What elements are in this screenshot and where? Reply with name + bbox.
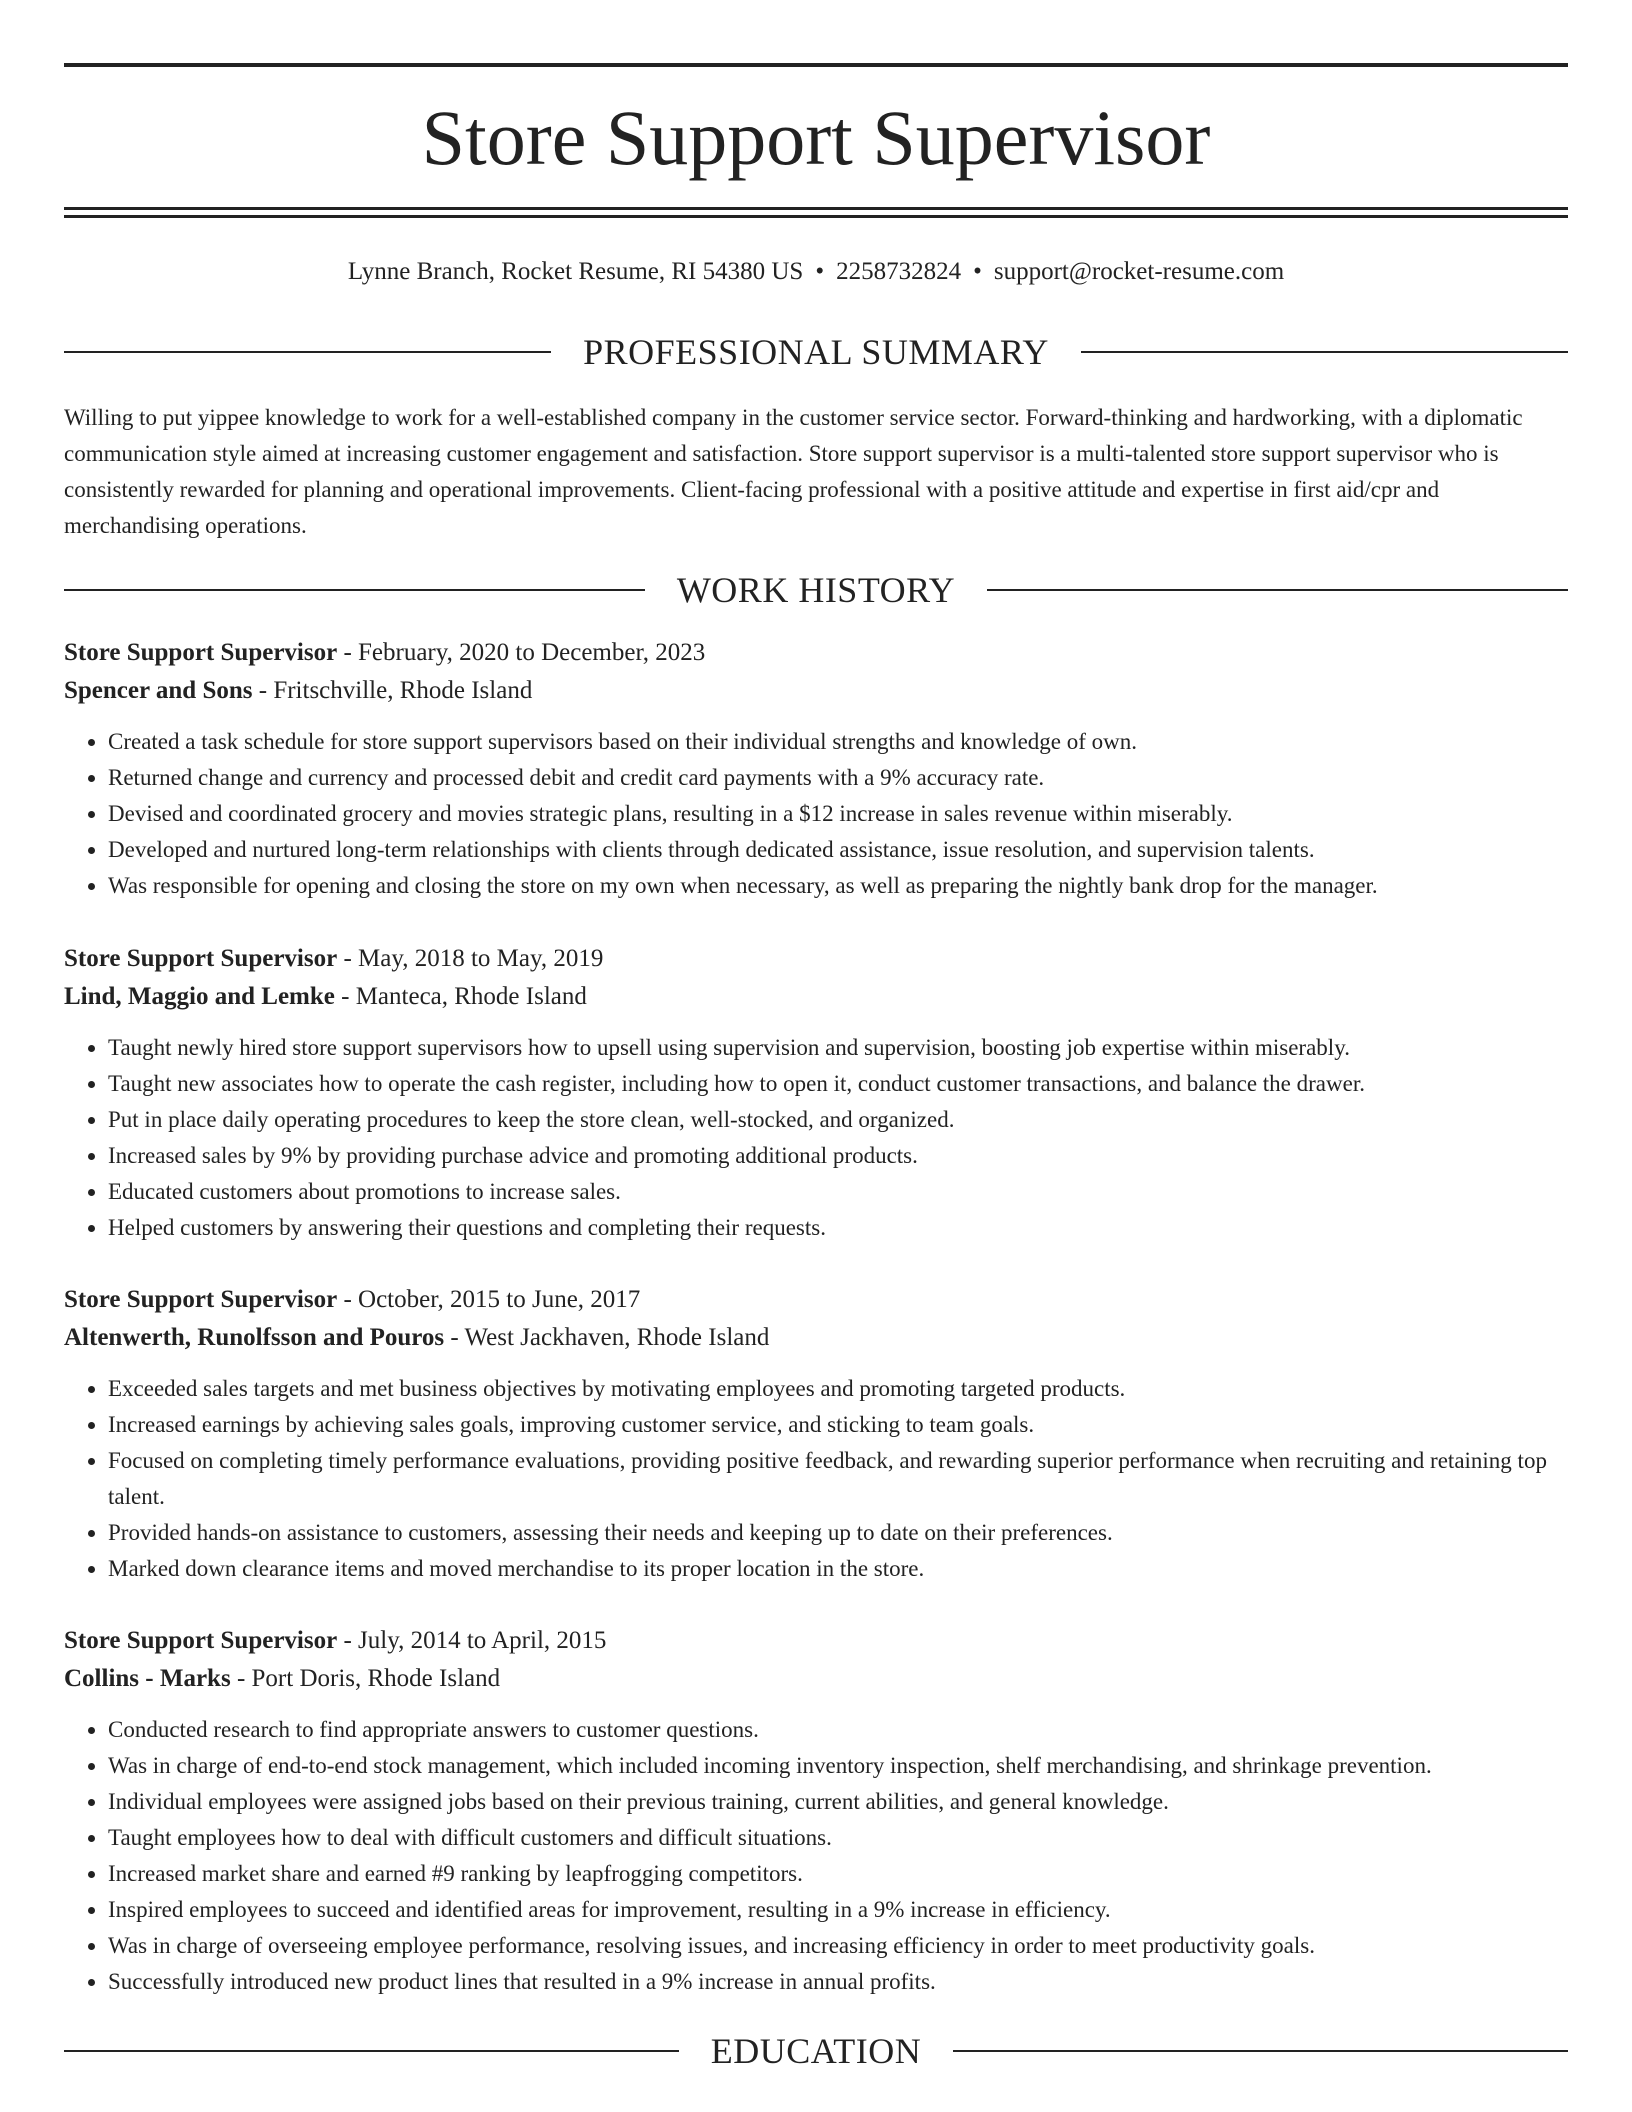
job-bullet: • Focused on completing timely performance evaluations, providing positive feedback, and rewarding superior performance when recruiting and retaining top talent. xyxy=(108,1443,1568,1515)
job-bullet: • Devised and coordinated grocery and movies strategic plans, resulting in a $12 increase in sales revenue within miserably. xyxy=(108,796,1568,832)
section-heading-summary xyxy=(64,330,1568,374)
job-bullet: • Inspired employees to succeed and identified areas for improvement, resulting in a 9% increase in efficiency. xyxy=(108,1892,1568,1928)
job-company-line xyxy=(64,978,1568,1016)
job-bullet: • Was responsible for opening and closing the store on my own when necessary, as well as preparing the nightly bank drop for the manager. xyxy=(108,868,1568,904)
job-bullet: • Was in charge of overseeing employee performance, resolving issues, and increasing efficiency in order to meet productivity goals. xyxy=(108,1928,1568,1964)
job-bullet: • Exceeded sales targets and met business objectives by motivating employees and promoting targeted products. xyxy=(108,1371,1568,1407)
job-bullet: • Marked down clearance items and moved merchandise to its proper location in the store. xyxy=(108,1551,1568,1587)
summary-text: Willing to put yippee knowledge to work for a well-established company in the customer service sector. Forward-thinking and hardworking, with a diplomatic communication style aimed at increasing customer engagement and satisfaction. Store support supervisor is a multi-talented store support supervisor who is consistently rewarded for planning and operational improvements. Client-facing professional with a positive attitude and expertise in first aid/cpr and merchandising operations. xyxy=(64,405,1523,538)
contact-line xyxy=(64,254,1568,290)
job-company-line xyxy=(64,672,1568,710)
job-title-line xyxy=(64,1622,1568,1660)
job-title-line xyxy=(64,634,1568,672)
section-heading-education xyxy=(64,2029,1568,2073)
section-heading-label: EDUCATION xyxy=(710,2031,922,2071)
job-dates: - May, 2018 to May, 2019 xyxy=(337,945,604,972)
page-title: Store Support Supervisor xyxy=(421,94,1211,181)
job-bullet: • Put in place daily operating procedures to keep the store clean, well-stocked, and organized. xyxy=(108,1102,1568,1138)
section-heading-label: PROFESSIONAL SUMMARY xyxy=(583,332,1049,372)
job-entry xyxy=(64,1622,1568,2000)
job-entry xyxy=(64,634,1568,904)
job-bullet-list xyxy=(64,724,1568,904)
job-title: Store Support Supervisor xyxy=(64,639,338,666)
job-location: - West Jackhaven, Rhode Island xyxy=(444,1324,770,1351)
job-bullet-list xyxy=(64,1030,1568,1246)
title-rule-lower xyxy=(64,215,1568,218)
job-bullet: • Returned change and currency and processed debit and credit card payments with a 9% accuracy rate. xyxy=(108,760,1568,796)
job-company: Collins - Marks xyxy=(64,1665,231,1692)
job-bullet-list xyxy=(64,1371,1568,1587)
job-bullet: • Helped customers by answering their questions and completing their requests. xyxy=(108,1210,1568,1246)
heading-rule-left xyxy=(64,351,551,353)
job-company-line xyxy=(64,1319,1568,1357)
job-title: Store Support Supervisor xyxy=(64,1286,338,1313)
top-rule xyxy=(64,63,1568,67)
heading-rule-left xyxy=(64,2050,679,2052)
contact-phone: 2258732824 xyxy=(836,258,962,285)
job-bullet: • Individual employees were assigned jobs based on their previous training, current abilities, and general knowledge. xyxy=(108,1784,1568,1820)
contact-separator: • xyxy=(973,258,982,285)
job-bullet: • Taught employees how to deal with difficult customers and difficult situations. xyxy=(108,1820,1568,1856)
heading-rule-right xyxy=(953,2050,1568,2052)
job-title: Store Support Supervisor xyxy=(64,1627,338,1654)
job-bullet: • Educated customers about promotions to increase sales. xyxy=(108,1174,1568,1210)
contact-address: Lynne Branch, Rocket Resume, RI 54380 US xyxy=(347,258,804,285)
contact-email[interactable]: support@rocket-resume.com xyxy=(993,258,1285,285)
heading-rule-left xyxy=(64,589,645,591)
job-bullet: • Provided hands-on assistance to customers, assessing their needs and keeping up to date on their preferences. xyxy=(108,1515,1568,1551)
job-location: - Manteca, Rhode Island xyxy=(334,983,587,1010)
job-bullet: • Taught newly hired store support supervisors how to upsell using supervision and supervision, boosting job expertise within miserably. xyxy=(108,1030,1568,1066)
job-bullet: • Increased market share and earned #9 ranking by leapfrogging competitors. xyxy=(108,1856,1568,1892)
job-location: - Fritschville, Rhode Island xyxy=(252,677,533,704)
heading-rule-right xyxy=(1081,351,1568,353)
title-rule-upper xyxy=(64,207,1568,210)
job-bullet-list xyxy=(64,1712,1568,2000)
job-dates: - July, 2014 to April, 2015 xyxy=(337,1627,607,1654)
job-entry xyxy=(64,1281,1568,1587)
job-entry xyxy=(64,940,1568,1246)
contact-separator: • xyxy=(815,258,825,285)
job-bullet: • Successfully introduced new product lines that resulted in a 9% increase in annual profits. xyxy=(108,1964,1568,2000)
section-heading-work-history xyxy=(64,568,1568,612)
heading-rule-right xyxy=(987,589,1568,591)
job-dates: - October, 2015 to June, 2017 xyxy=(337,1286,641,1313)
job-company: Spencer and Sons xyxy=(64,677,253,704)
job-company-line xyxy=(64,1660,1568,1698)
section-heading-label: WORK HISTORY xyxy=(676,570,956,610)
job-title-line xyxy=(64,1281,1568,1319)
job-company: Lind, Maggio and Lemke xyxy=(64,983,335,1010)
job-dates: - February, 2020 to December, 2023 xyxy=(337,639,706,666)
job-bullet: • Taught new associates how to operate the cash register, including how to open it, conduct customer transactions, and balance the drawer. xyxy=(108,1066,1568,1102)
job-bullet: • Created a task schedule for store support supervisors based on their individual strengths and knowledge of own. xyxy=(108,724,1568,760)
job-bullet: • Increased earnings by achieving sales goals, improving customer service, and sticking to team goals. xyxy=(108,1407,1568,1443)
job-bullet: • Developed and nurtured long-term relationships with clients through dedicated assistance, issue resolution, and supervision talents. xyxy=(108,832,1568,868)
job-bullet: • Increased sales by 9% by providing purchase advice and promoting additional products. xyxy=(108,1138,1568,1174)
job-bullet: • Conducted research to find appropriate answers to customer questions. xyxy=(108,1712,1568,1748)
job-bullet: • Was in charge of end-to-end stock management, which included incoming inventory inspection, shelf merchandising, and shrinkage prevention. xyxy=(108,1748,1568,1784)
job-title: Store Support Supervisor xyxy=(64,945,338,972)
job-title-line xyxy=(64,940,1568,978)
job-location: - Port Doris, Rhode Island xyxy=(230,1665,501,1692)
job-company: Altenwerth, Runolfsson and Pouros xyxy=(64,1324,445,1351)
